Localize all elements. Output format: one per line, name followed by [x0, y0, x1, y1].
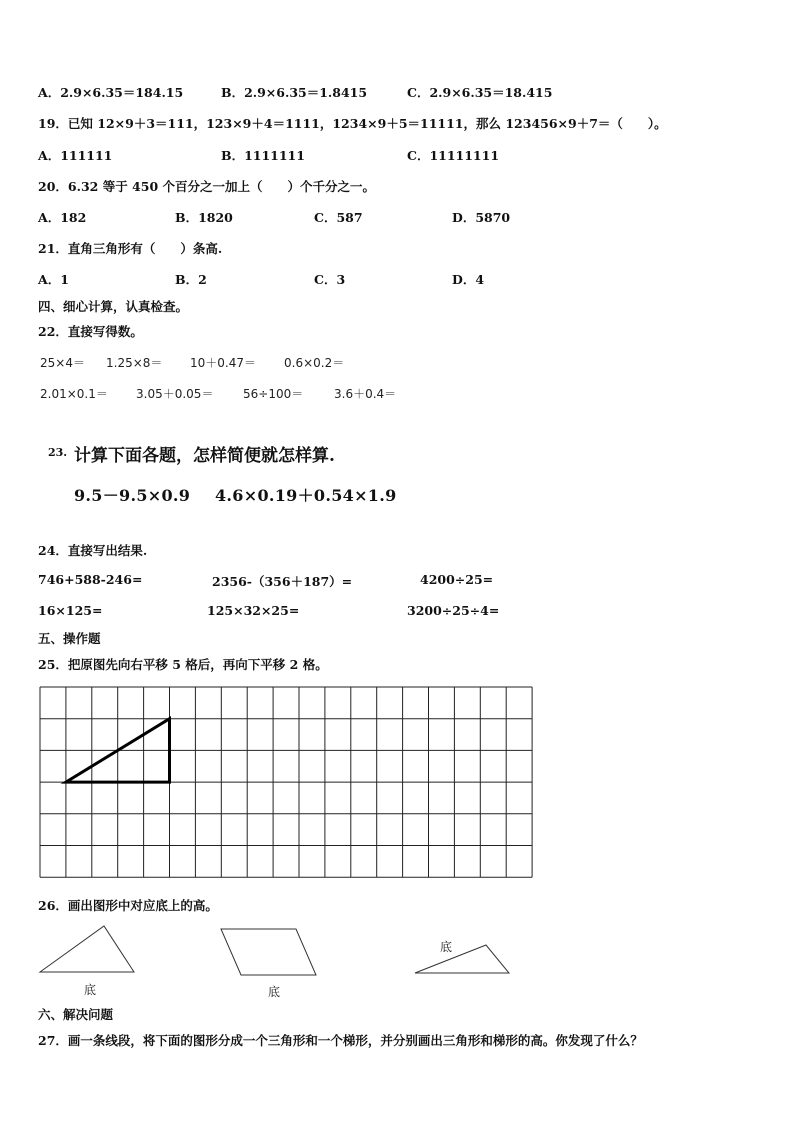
q24-item: 4200÷25= — [420, 572, 494, 587]
q26-base-label-2: 底 — [268, 985, 281, 999]
q21-option-b: B．2 — [175, 272, 207, 287]
q24-item: 2356-（356＋187）= — [212, 574, 353, 589]
q20-option-d: D．5870 — [452, 210, 511, 225]
q22-item: 25×4＝ — [40, 356, 85, 370]
q24-item: 3200÷25÷4= — [407, 603, 500, 618]
q23-expression-1: 9.5－9.5×0.9 — [74, 486, 191, 505]
q26-triangle-1 — [40, 926, 134, 972]
q24-item: 746+588-246= — [38, 572, 143, 587]
q20-option-b: B．1820 — [175, 210, 233, 225]
q20-option-a: A．182 — [38, 210, 87, 225]
q24-stem: 24．直接写出结果. — [38, 543, 148, 558]
q27-stem: 27．画一条线段，将下面的图形分成一个三角形和一个梯形，并分别画出三角形和梯形的高。你发现了什么？ — [38, 1033, 643, 1048]
q19-option-a: A．111111 — [38, 148, 113, 163]
q22-item: 56÷100＝ — [243, 387, 304, 401]
q22-item: 10＋0.47＝ — [190, 356, 256, 370]
q20-stem: 20．6.32 等于 450 个百分之一加上（ ）个千分之一。 — [38, 179, 375, 194]
q26-parallelogram — [221, 929, 316, 975]
q18-option-c: C．2.9×6.35＝18.415 — [407, 85, 553, 100]
q19-stem: 19．已知 12×9＋3＝111，123×9＋4＝1111，1234×9＋5＝11111，那么 123456×9＋7＝（ ）。 — [38, 116, 667, 131]
q22-item: 3.05＋0.05＝ — [136, 387, 214, 401]
q23-expression-2: 4.6×0.19＋0.54×1.9 — [215, 486, 397, 505]
q22-stem: 22．直接写得数。 — [38, 324, 143, 339]
section-6-title: 六、解决问题 — [38, 1007, 114, 1022]
q23-number: 23. — [48, 446, 68, 459]
q23-stem: 计算下面各题，怎样简便就怎样算. — [74, 446, 335, 466]
q19-option-c: C．11111111 — [407, 148, 500, 163]
q21-stem: 21．直角三角形有（ ）条高. — [38, 241, 223, 256]
q24-item: 125×32×25= — [207, 603, 300, 618]
q22-item: 0.6×0.2＝ — [284, 356, 345, 370]
section-4-title: 四、细心计算，认真检查。 — [38, 299, 189, 314]
q20-option-c: C．587 — [314, 210, 363, 225]
q21-option-a: A．1 — [38, 272, 69, 287]
q26-base-label-3: 底 — [440, 940, 453, 954]
q21-option-c: C．3 — [314, 272, 346, 287]
q18-option-b: B．2.9×6.35＝1.8415 — [221, 85, 368, 100]
q18-option-a: A．2.9×6.35＝184.15 — [38, 85, 184, 100]
q22-item: 1.25×8＝ — [106, 356, 163, 370]
q24-item: 16×125= — [38, 603, 103, 618]
q26-triangle-3 — [415, 945, 509, 973]
q26-stem: 26．画出图形中对应底上的高。 — [38, 898, 218, 913]
q26-base-label-1: 底 — [84, 983, 97, 997]
q22-item: 2.01×0.1＝ — [40, 387, 108, 401]
section-5-title: 五、操作题 — [38, 631, 101, 646]
q25-stem: 25．把原图先向右平移 5 格后，再向下平移 2 格。 — [38, 657, 328, 672]
q19-option-b: B．1111111 — [221, 148, 305, 163]
q21-option-d: D．4 — [452, 272, 485, 287]
q22-item: 3.6＋0.4＝ — [334, 387, 397, 401]
